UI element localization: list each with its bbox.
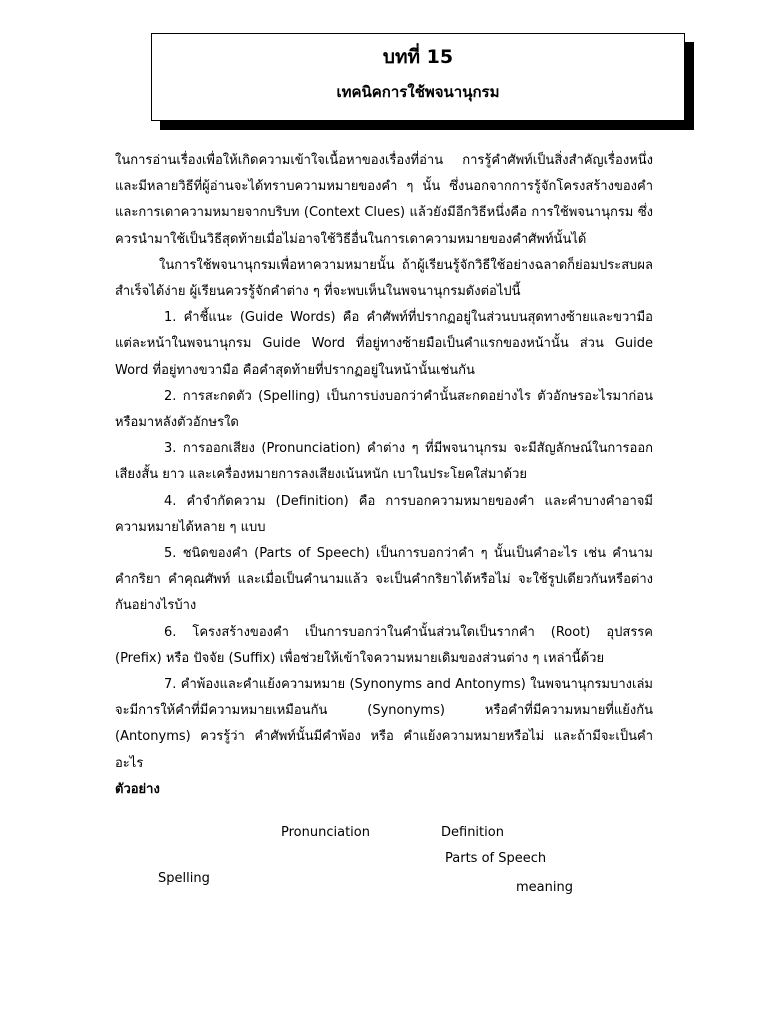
chapter-subtitle: เทคนิคการใช้พจนานุกรม	[336, 83, 500, 101]
list-item-definition: 4. คำจำกัดความ (Definition) คือ การบอกความหมายของคำ และคำบางคำอาจมีความหมายได้หลาย ๆ แบบ	[115, 493, 653, 535]
list-item-pronunciation: 3. การออกเสียง (Pronunciation) คำต่าง ๆ ที่มีพจนานุกรม จะมีสัญลักษณ์ในการออกเสียงสั้น ยาว และเครื่องหมายการลงเสียงเน้นหนัก เบาในประโยคใส่มาด้วย	[115, 441, 653, 483]
body-text	[115, 148, 653, 803]
intro-paragraph: ในการอ่านเรื่องเพื่อให้เกิดความเข้าใจเนื้อหาของเรื่องที่อ่าน การรู้คำศัพท์เป็นสิ่งสำคัญเรื่องหนึ่ง และมีหลายวิธีที่ผู้อ่านจะได้ทราบความหมายของคำ ๆ นั้น ซึ่งนอกจากการรู้จักโครงสร้างของคำ และการเดาความหมายจากบริบท (Context Clues) แล้วยังมีอีกวิธีหนึ่งคือ การใช้พจนานุกรม ซึ่งควรนำมาใช้เป็นวิธีสุดท้ายเมื่อไม่อาจใช้วิธีอื่นในการเดาความหมายของคำศัพท์นั้นได้	[115, 153, 653, 247]
example-label-parts-of-speech: Parts of Speech	[445, 851, 547, 866]
example-label-spelling: Spelling	[158, 871, 210, 886]
example-label-meaning: meaning	[516, 880, 573, 895]
example-label-pronunciation: Pronunciation	[281, 825, 370, 840]
chapter-title-box	[151, 33, 685, 121]
example-heading: ตัวอย่าง	[115, 781, 160, 797]
list-item-word-structure: 6. โครงสร้างของคำ เป็นการบอกว่าในคำนั้นส่วนใดเป็นรากคำ (Root) อุปสรรค (Prefix) หรือ ปัจจัย (Suffix) เพื่อช่วยให้เข้าใจความหมายเดิมของส่วนต่าง ๆ เหล่านี้ด้วย	[115, 624, 653, 666]
list-item-synonyms-antonyms: 7. คำพ้องและคำแย้งความหมาย (Synonyms and Antonyms) ในพจนานุกรมบางเล่มจะมีการให้คำที่มีความหมายเหมือนกัน (Synonyms) หรือคำที่มีความหมายที่แย้งกัน (Antonyms) ควรรู้ว่า คำศัพท์นั้นมีคำพ้อง หรือ คำแย้งความหมายหรือไม่ และถ้ามีจะเป็นคำอะไร	[115, 677, 653, 771]
list-item-spelling: 2. การสะกดตัว (Spelling) เป็นการบ่งบอกว่าคำนั้นสะกดอย่างไร ตัวอักษรอะไรมาก่อนหรือมาหลังตัวอักษรใด	[115, 388, 653, 431]
example-label-definition: Definition	[441, 825, 504, 840]
usage-paragraph: ในการใช้พจนานุกรมเพื่อหาความหมายนั้น ถ้าผู้เรียนรู้จักวิธีใช้อย่างฉลาดก็ย่อมประสบผลสำเร็จได้ง่าย ผู้เรียนควรรู้จักคำต่าง ๆ ที่จะพบเห็นในพจนานุกรมดังต่อไปนี้	[115, 257, 653, 300]
chapter-heading: บทที่ 15	[382, 46, 454, 68]
list-item-parts-of-speech: 5. ชนิดของคำ (Parts of Speech) เป็นการบอกว่าคำ ๆ นั้นเป็นคำอะไร เช่น คำนาม คำกริยา คำคุณศัพท์ และเมื่อเป็นคำนามแล้ว จะเป็นคำกริยาได้หรือไม่ จะใช้รูปเดียวกันหรือต่างกันอย่างไรบ้าง	[115, 546, 653, 614]
list-item-guide-words: 1. คำชี้แนะ (Guide Words) คือ คำศัพท์ที่ปรากฏอยู่ในส่วนบนสุดทางซ้ายและขวามือแต่ละหน้าในพจนานุกรม Guide Word ที่อยู่ทางซ้ายมือเป็นคำแรกของหน้านั้น ส่วน Guide Word ที่อยู่ทางขวามือ คือคำสุดท้ายที่ปรากฏอยู่ในหน้านั้นเช่นกัน	[115, 310, 653, 378]
